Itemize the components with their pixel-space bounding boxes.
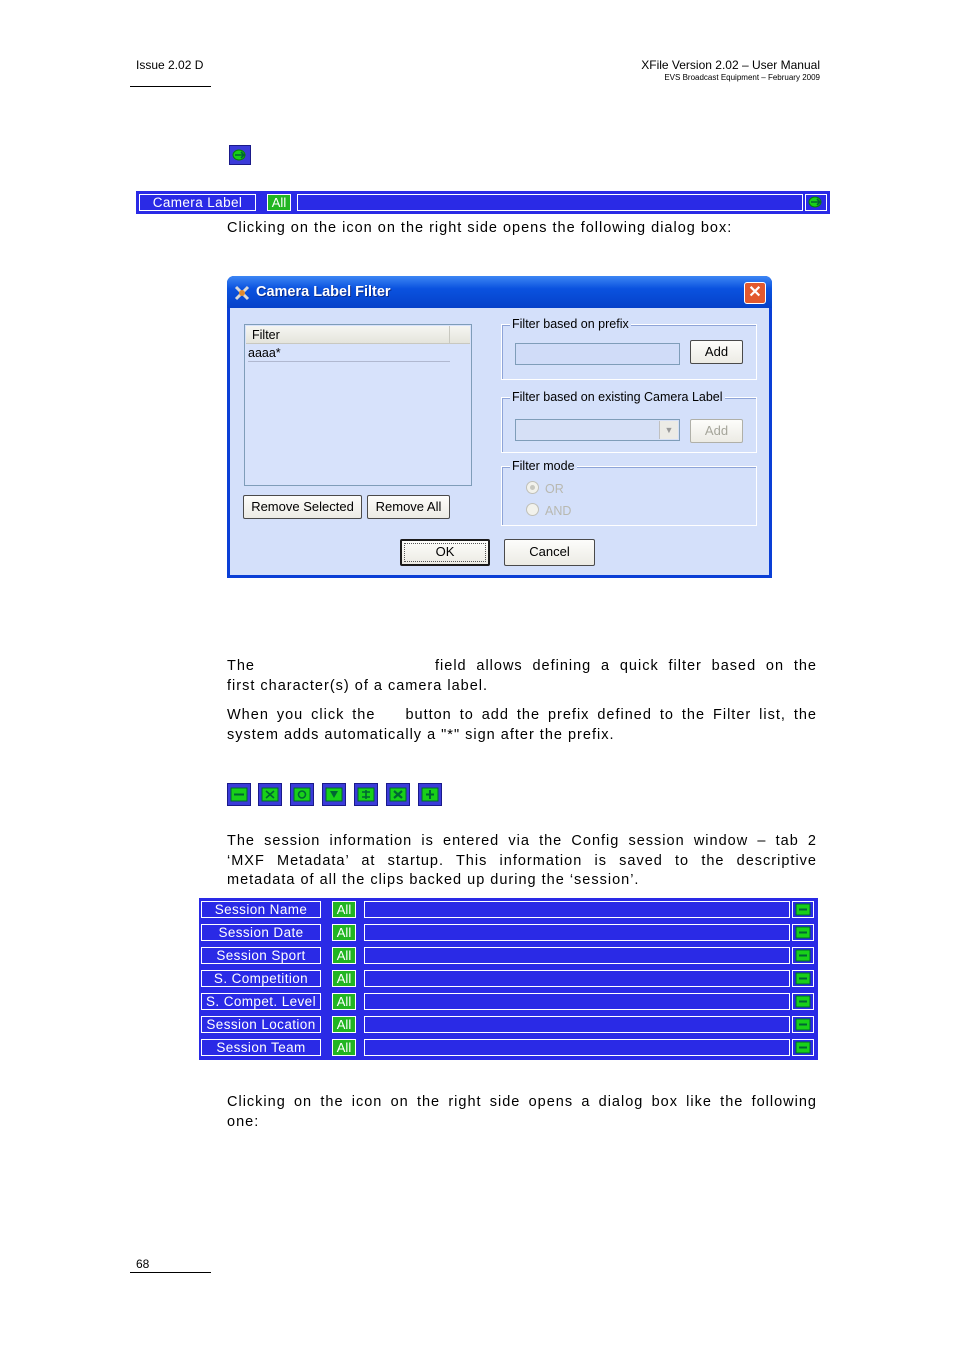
camera-all-button[interactable]: All [267, 194, 291, 211]
session-all-button[interactable]: All [332, 947, 356, 964]
dialog-titlebar [227, 276, 772, 308]
session-date-icon [258, 783, 282, 806]
camera-label-bar [136, 191, 830, 214]
session-filter-icon[interactable] [792, 993, 814, 1010]
session-location-icon [386, 783, 410, 806]
prefix-group-label: Filter based on prefix [512, 317, 629, 331]
prefix-paragraph: The field allows defining a quick filter based on the first character(s) of a camera label. [227, 658, 817, 694]
table-row [200, 1037, 817, 1060]
session-field-label: S. Compet. Level [201, 993, 321, 1010]
session-paragraph: The session information is entered via the Config session window – tab 2 ‘MXF Metadata’ at startup. This information is saved to the descriptive metadata of all the clips backed up during the ‘session’. [227, 833, 817, 888]
close-icon[interactable]: ✕ [744, 282, 766, 304]
table-row [200, 945, 817, 968]
camera-filter-icon[interactable] [805, 194, 827, 211]
session-field-value [364, 970, 790, 987]
list-item[interactable]: aaaa* [248, 345, 450, 362]
session-filter-icon[interactable] [792, 924, 814, 941]
filter-mode-group [501, 459, 757, 526]
header-issue: Issue 2.02 D [136, 58, 204, 72]
session-field-value [364, 924, 790, 941]
table-row [200, 991, 817, 1014]
session-team-icon [418, 783, 442, 806]
header-manual-title: XFile Version 2.02 – User Manual [641, 58, 820, 72]
session-metadata-table [199, 898, 818, 1060]
session-name-icon [227, 783, 251, 806]
session-all-button[interactable]: All [332, 970, 356, 987]
dialog-app-icon [233, 284, 251, 302]
dialog-body [230, 308, 769, 575]
existing-label-group [501, 390, 757, 453]
session-all-button[interactable]: All [332, 993, 356, 1010]
ok-button[interactable]: OK [400, 539, 490, 566]
session-field-value [364, 1039, 790, 1056]
session-all-button[interactable]: All [332, 901, 356, 918]
session-filter-icon[interactable] [792, 970, 814, 987]
filter-column-header[interactable]: Filter [246, 326, 450, 344]
session-sport-icon [290, 783, 314, 806]
session-all-button[interactable]: All [332, 1016, 356, 1033]
session-field-value [364, 947, 790, 964]
session-level-icon [354, 783, 378, 806]
filter-list[interactable] [244, 324, 472, 486]
camera-label-filter-dialog [227, 276, 772, 578]
session-field-value [364, 1016, 790, 1033]
table-row [200, 1014, 817, 1037]
chevron-down-icon[interactable]: ▼ [659, 421, 678, 439]
table-row [200, 899, 817, 922]
session-filter-icon[interactable] [792, 1039, 814, 1056]
session-field-label: Session Team [201, 1039, 321, 1056]
prefix-input[interactable] [515, 343, 680, 365]
session-all-button[interactable]: All [332, 924, 356, 941]
filter-column-header-spare [450, 326, 470, 344]
remove-all-button[interactable]: Remove All [367, 495, 450, 519]
add-existing-button[interactable]: Add [690, 419, 743, 443]
session-field-value [364, 993, 790, 1010]
dialog-title: Camera Label Filter [256, 284, 391, 300]
footer-rule [130, 1272, 211, 1273]
session-filter-icon[interactable] [792, 1016, 814, 1033]
cancel-button[interactable]: Cancel [504, 539, 595, 566]
page-number: 68 [136, 1257, 150, 1271]
camera-label-value [297, 194, 803, 211]
session-field-label: S. Competition [201, 970, 321, 987]
remove-selected-button[interactable]: Remove Selected [243, 495, 362, 519]
mode-and-radio[interactable]: AND [526, 503, 571, 518]
session-field-label: Session Name [201, 901, 321, 918]
add-paragraph: When you click the button to add the prefix defined to the Filter list, the system adds automatically a "*" sign after the prefix. [227, 707, 817, 743]
prefix-group [501, 317, 757, 380]
session-field-label: Session Location [201, 1016, 321, 1033]
session-icons-row [227, 783, 442, 807]
session-field-label: Session Date [201, 924, 321, 941]
session-all-button[interactable]: All [332, 1039, 356, 1056]
camera-label-field: Camera Label [139, 194, 256, 211]
table-row [200, 968, 817, 991]
existing-label-select[interactable] [515, 419, 680, 441]
session-filter-icon[interactable] [792, 901, 814, 918]
filter-mode-label: Filter mode [512, 459, 575, 473]
add-prefix-button[interactable]: Add [690, 340, 743, 364]
header-rule [130, 86, 211, 87]
existing-group-label: Filter based on existing Camera Label [512, 390, 723, 404]
header-company: EVS Broadcast Equipment – February 2009 [664, 73, 820, 82]
filter-icon [229, 145, 251, 165]
session-competition-icon [322, 783, 346, 806]
session-field-label: Session Sport [201, 947, 321, 964]
table-row [200, 922, 817, 945]
intro-paragraph: Clicking on the icon on the right side opens the following dialog box: [227, 220, 733, 236]
session-field-value [364, 901, 790, 918]
closing-paragraph: Clicking on the icon on the right side opens a dialog box like the following one: [227, 1094, 817, 1130]
session-filter-icon[interactable] [792, 947, 814, 964]
mode-or-radio[interactable]: OR [526, 481, 564, 496]
